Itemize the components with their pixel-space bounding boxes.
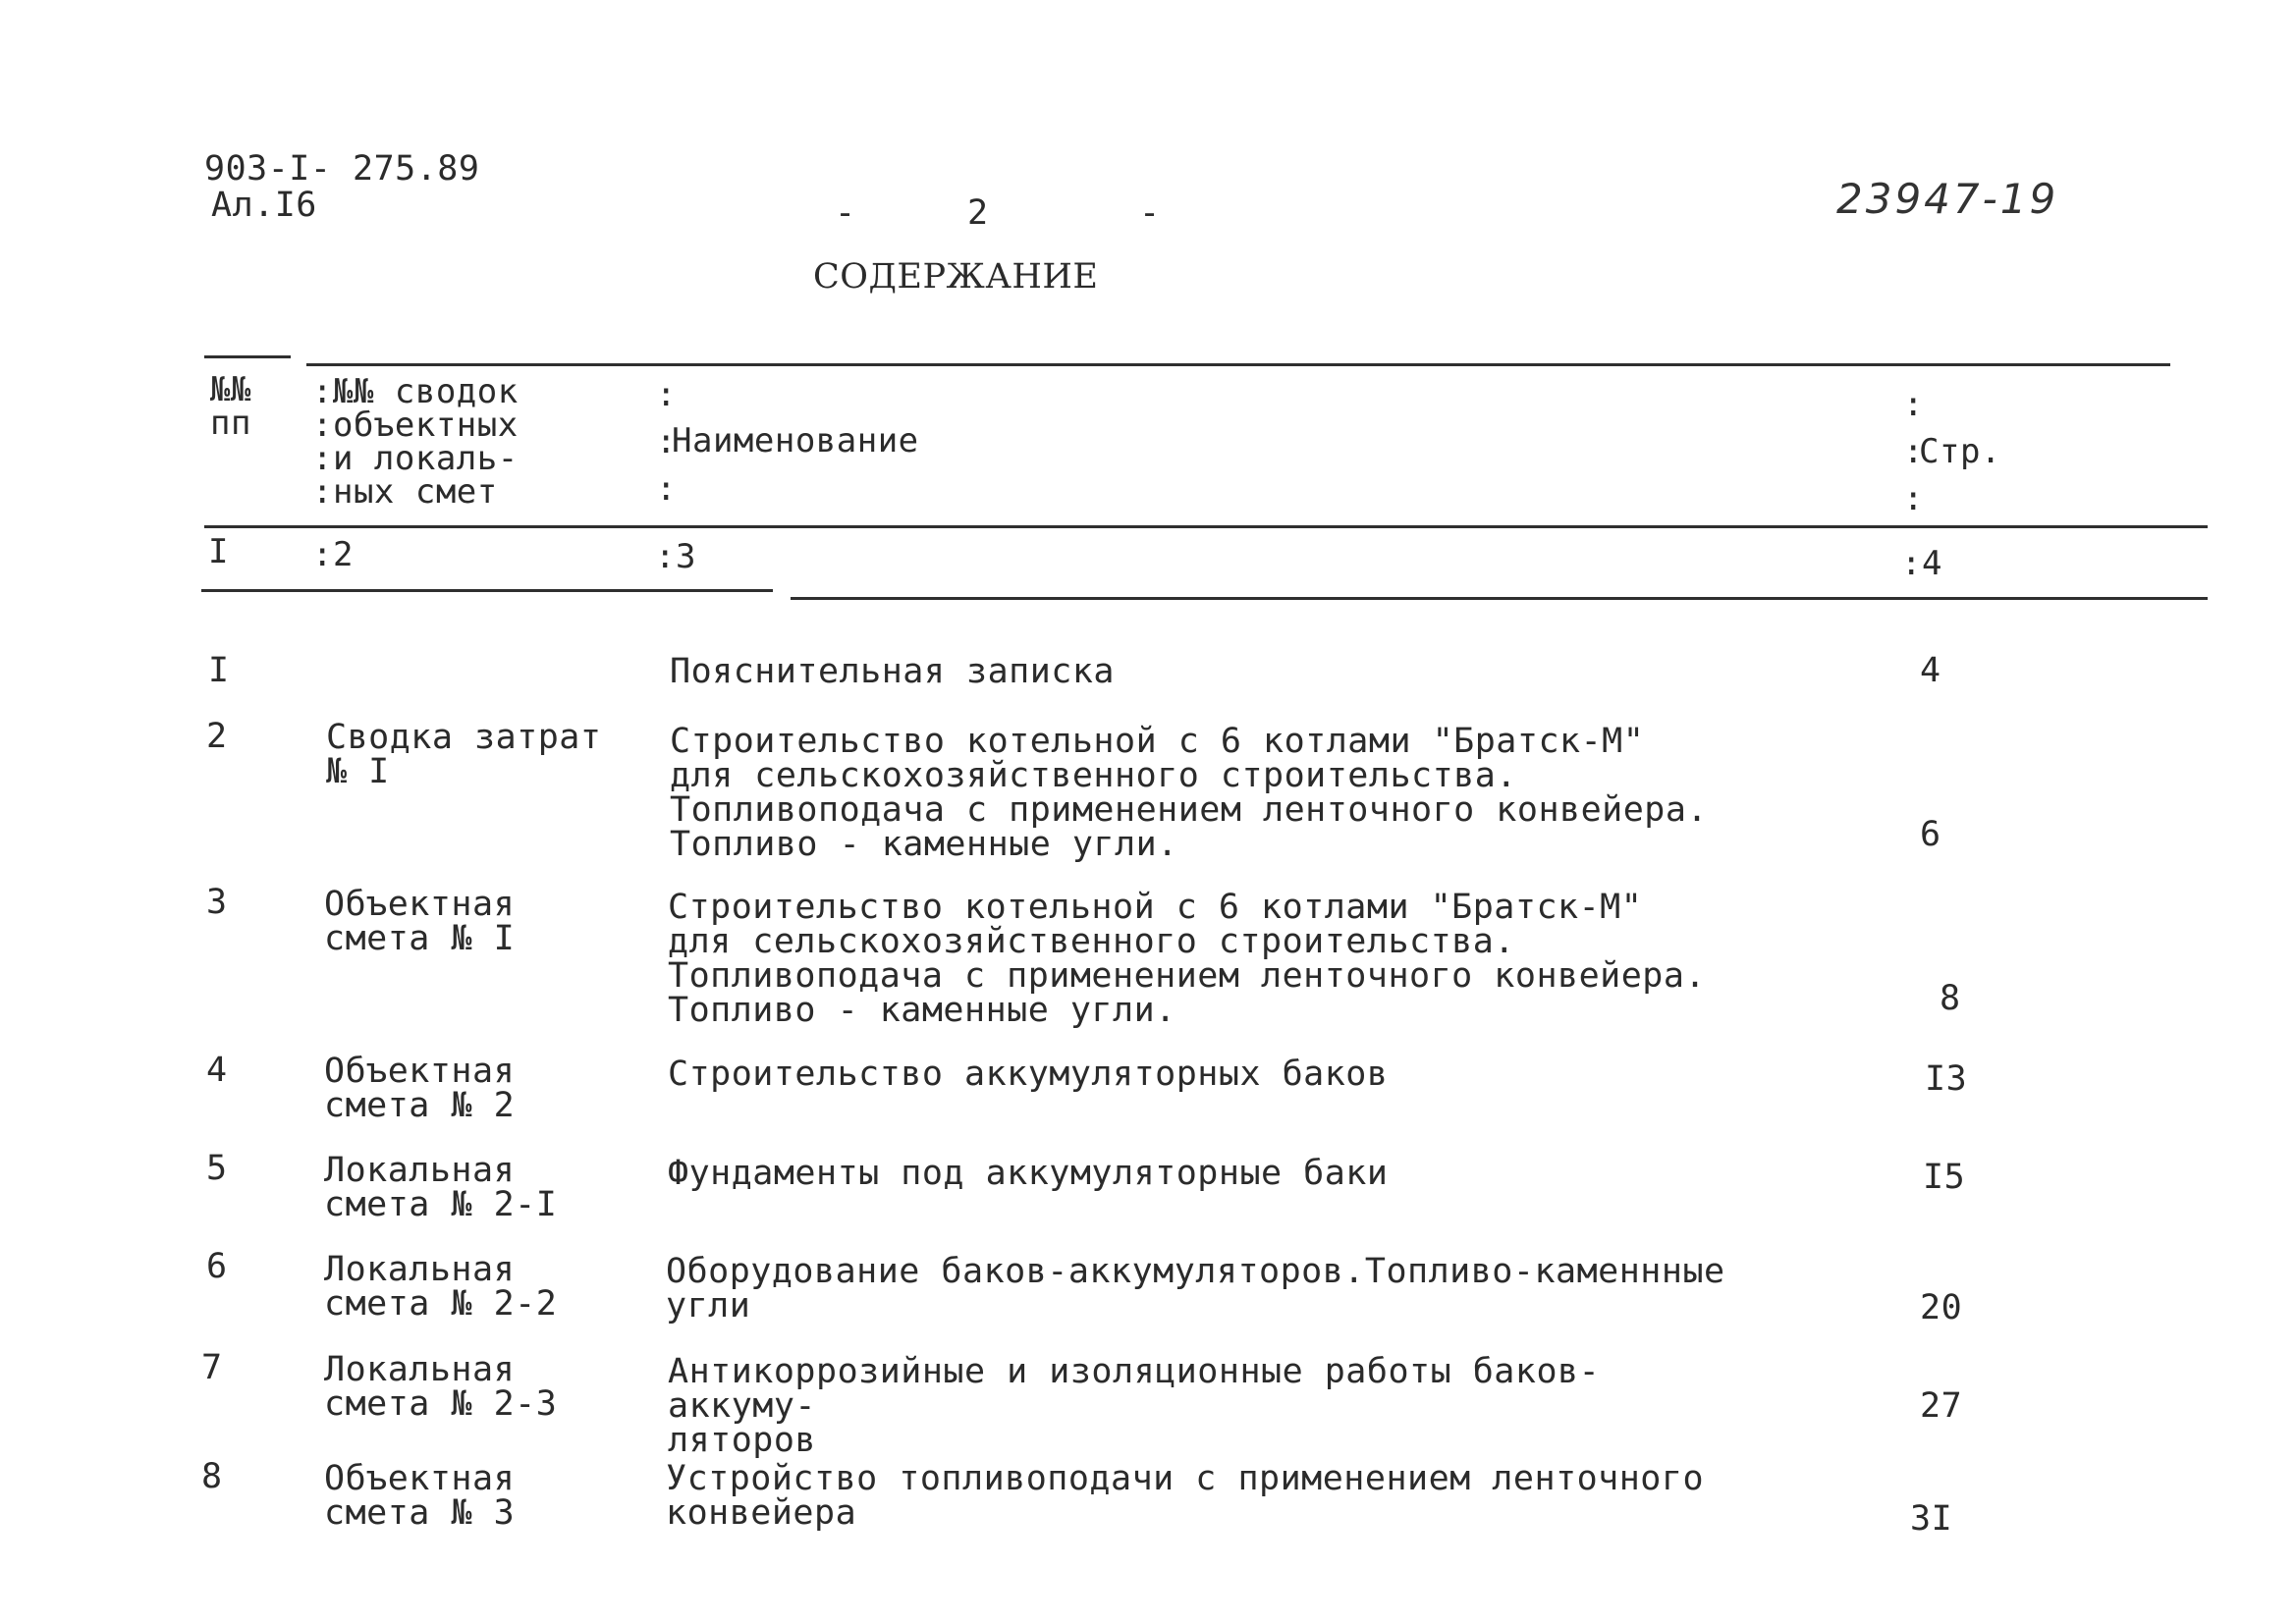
row-name: Строительство котельной с 6 котлами "Братск-М" для сельскохозяйственного строительства. Топливоподача с применением ленточного конвейера. Топливо - каменные угли. [668, 888, 1707, 1030]
row-reference: Локальная смета № 2-3 [324, 1350, 558, 1424]
header-col-name: Наименование [672, 421, 919, 460]
row-number: 4 [206, 1051, 228, 1090]
numbering-1: I [208, 532, 229, 571]
header-rule-middle [204, 525, 2208, 528]
row-name: Устройство топливоподачи с применением ленточного конвейера [666, 1459, 1705, 1533]
row-number: 3 [206, 883, 228, 922]
row-reference: Сводка затрат № I [326, 718, 602, 791]
row-reference: Объектная смета № I [324, 885, 516, 958]
row-reference: Объектная смета № 2 [324, 1052, 516, 1125]
row-name: Оборудование баков-аккумуляторов.Топливо-каменнные угли [666, 1252, 1725, 1325]
header-divider-4: : : : [1903, 385, 1924, 518]
page-dash-right: - [1139, 193, 1161, 233]
row-name: Антикоррозийные и изоляционные работы баков-аккуму- ляторов [668, 1352, 1601, 1460]
header-rule-bottom-right [791, 597, 2208, 600]
header-rule-top [306, 363, 2170, 366]
sheet-label: Ал.I6 [211, 186, 317, 225]
row-page: 27 [1920, 1386, 1963, 1426]
row-name: Пояснительная записка [670, 652, 1116, 691]
row-page: 20 [1920, 1288, 1963, 1327]
row-page: 6 [1920, 815, 1941, 854]
numbering-3: :3 [655, 537, 696, 576]
row-name: Строительство котельной с 6 котлами "Братск-М" для сельскохозяйственного строительства. Топливоподача с применением ленточного конвейера. Топливо - каменные угли. [670, 722, 1709, 864]
header-col-page: Стр. [1919, 432, 2001, 471]
row-number: 7 [201, 1348, 223, 1387]
archive-number: 23947-19 [1836, 175, 2059, 223]
row-name: Строительство аккумуляторных баков [668, 1055, 1389, 1094]
header-rule-top-left [204, 355, 291, 358]
row-reference: Локальная смета № 2-I [324, 1151, 558, 1224]
row-number: 2 [206, 717, 228, 756]
page-title: СОДЕРЖАНИЕ [813, 257, 1099, 297]
numbering-4: :4 [1901, 544, 1942, 583]
row-page: 4 [1920, 651, 1941, 690]
row-page: I3 [1925, 1059, 1968, 1099]
row-number: 5 [206, 1149, 228, 1188]
row-reference: Локальная смета № 2-2 [324, 1250, 558, 1324]
header-divider-3: : : : [656, 375, 677, 509]
header-rule-bottom-left [201, 589, 773, 592]
page-number: 2 [967, 193, 989, 233]
document-code: 903-I- 275.89 [204, 149, 480, 189]
row-name: Фундаменты под аккумуляторные баки [668, 1154, 1389, 1193]
row-page: 8 [1940, 979, 1961, 1018]
row-number: 8 [201, 1457, 223, 1496]
numbering-2: :2 [312, 535, 354, 574]
header-col-reference: :№№ сводок :объектных :и локаль- :ных смет [312, 372, 519, 512]
page-dash-left: - [835, 193, 856, 233]
header-col-number: №№ пп [210, 370, 251, 443]
row-number: 6 [206, 1247, 228, 1286]
row-page: 3I [1910, 1499, 1953, 1539]
row-page: I5 [1923, 1158, 1966, 1197]
row-reference: Объектная смета № 3 [324, 1459, 516, 1533]
row-number: I [208, 651, 230, 690]
